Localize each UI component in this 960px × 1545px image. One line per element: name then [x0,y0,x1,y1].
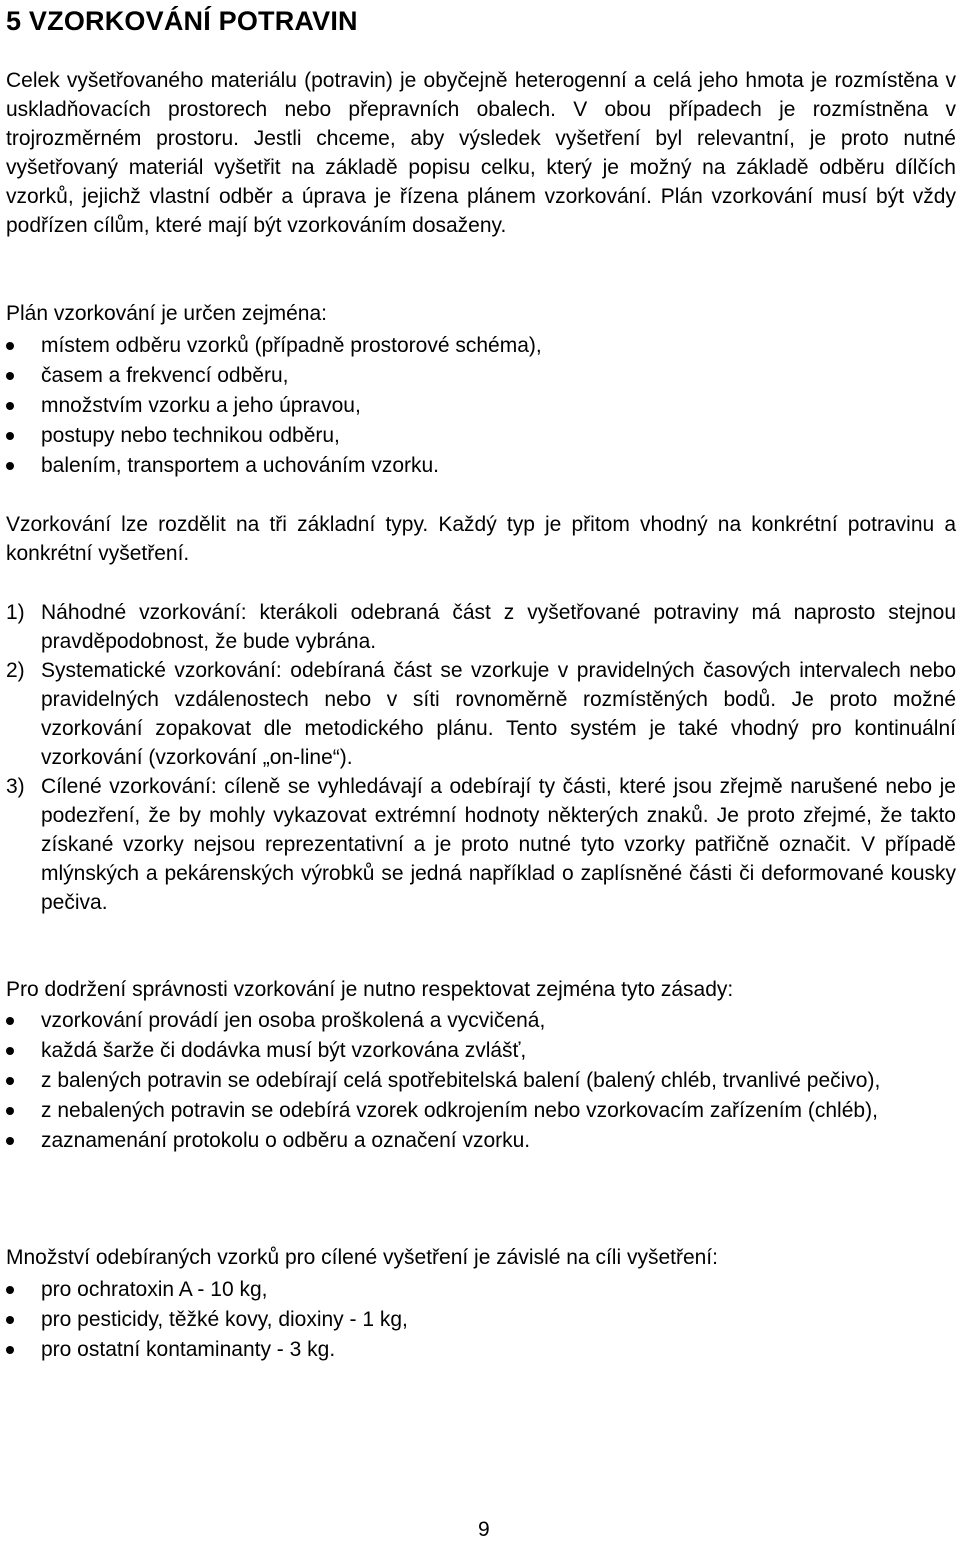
plan-heading: Plán vzorkování je určen zejména: [6,302,327,325]
list-number: 3) [6,775,25,798]
plan-list-item: balením, transportem a uchováním vzorku. [6,451,956,481]
sampling-types-list [6,598,956,917]
bullet-icon [6,1346,14,1354]
bullet-icon [6,462,14,470]
plan-list [6,331,956,481]
principles-list-item: zaznamenání protokolu o odběru a označení vzorku. [6,1126,956,1156]
plan-list-item: místem odběru vzorků (případně prostorové schéma), [6,331,956,361]
bullet-icon [6,1017,14,1025]
plan-list-item: postupy nebo technikou odběru, [6,421,956,451]
quantities-list-item: pro pesticidy, těžké kovy, dioxiny - 1 kg, [6,1305,956,1335]
sampling-type-item: 1) Náhodné vzorkování: kterákoli odebraná část z vyšetřované potraviny má naprosto stejnou pravděpodobnost, že bude vybrána. [6,598,956,656]
principles-list-item: z nebalených potravin se odebírá vzorek odkrojením nebo vzorkovacím zařízením (chléb), [6,1096,956,1126]
bullet-icon [6,1316,14,1324]
plan-list-item: časem a frekvencí odběru, [6,361,956,391]
principles-list [6,1006,956,1156]
bullet-icon [6,1077,14,1085]
bullet-icon [6,372,14,380]
bullet-icon [6,432,14,440]
principles-list-item: každá šarže či dodávka musí být vzorkována zvlášť, [6,1036,956,1066]
bullet-icon [6,1286,14,1294]
sampling-type-item: 2) Systematické vzorkování: odebíraná část se vzorkuje v pravidelných časových intervalech nebo pravidelných vzdálenostech nebo v síti rovnoměrně rozmístěných bodů. Je proto možné vzorkování zopakovat dle metodického plánu. Tento systém je také vhodný pro kontinuální vzorkování (vzorkování „on-line“). [6,656,956,772]
bullet-icon [6,1107,14,1115]
bullet-icon [6,342,14,350]
intro-paragraph: Celek vyšetřovaného materiálu (potravin) je obyčejně heterogenní a celá jeho hmota je rozmístěna v uskladňovacích prostorech nebo přepravních obalech. V obou případech je rozmístněna v trojrozměrném prostoru. Jestli chceme, aby výsledek vyšetření byl relevantní, je proto nutné vyšetřovaný materiál vyšetřit na základě popisu celku, který je možný na základě odběru dílčích vzorků, jejichž vlastní odběr a úprava je řízena plánem vzorkování. Plán vzorkování musí být vždy podřízen cílům, které mají být vzorkováním dosaženy. [6,69,956,237]
bullet-icon [6,402,14,410]
quantities-list-item: pro ostatní kontaminanty - 3 kg. [6,1335,956,1365]
page-number: 9 [478,1518,490,1541]
principles-list-item: z balených potravin se odebírají celá spotřebitelská balení (balený chléb, trvanlivé pečivo), [6,1066,956,1096]
bullet-icon [6,1047,14,1055]
quantities-list [6,1275,956,1365]
list-number: 2) [6,659,25,682]
principles-list-item: vzorkování provádí jen osoba proškolená a vycvičená, [6,1006,956,1036]
types-intro-paragraph: Vzorkování lze rozdělit na tři základní typy. Každý typ je přitom vhodný na konkrétní potravinu a konkrétní vyšetření. [6,513,956,565]
principles-heading: Pro dodržení správnosti vzorkování je nutno respektovat zejména tyto zásady: [6,978,734,1001]
sampling-type-item: 3) Cílené vzorkování: cíleně se vyhledávají a odebírají ty části, které jsou zřejmě narušené nebo je podezření, že by mohly vykazovat extrémní hodnoty některých znaků. Je proto zřejmé, že takto získané vzorky nejsou reprezentativní a je proto nutné tyto vzorky patřičně označit. V případě mlýnských a pekárenských výrobků se jedná například o zaplísněné části či deformované kousky pečiva. [6,772,956,917]
plan-list-item: množstvím vzorku a jeho úpravou, [6,391,956,421]
quantities-heading: Množství odebíraných vzorků pro cílené vyšetření je závislé na cíli vyšetření: [6,1246,718,1269]
quantities-list-item: pro ochratoxin A - 10 kg, [6,1275,956,1305]
chapter-title: 5 VZORKOVÁNÍ POTRAVIN [6,6,358,36]
list-number: 1) [6,601,25,624]
bullet-icon [6,1137,14,1145]
